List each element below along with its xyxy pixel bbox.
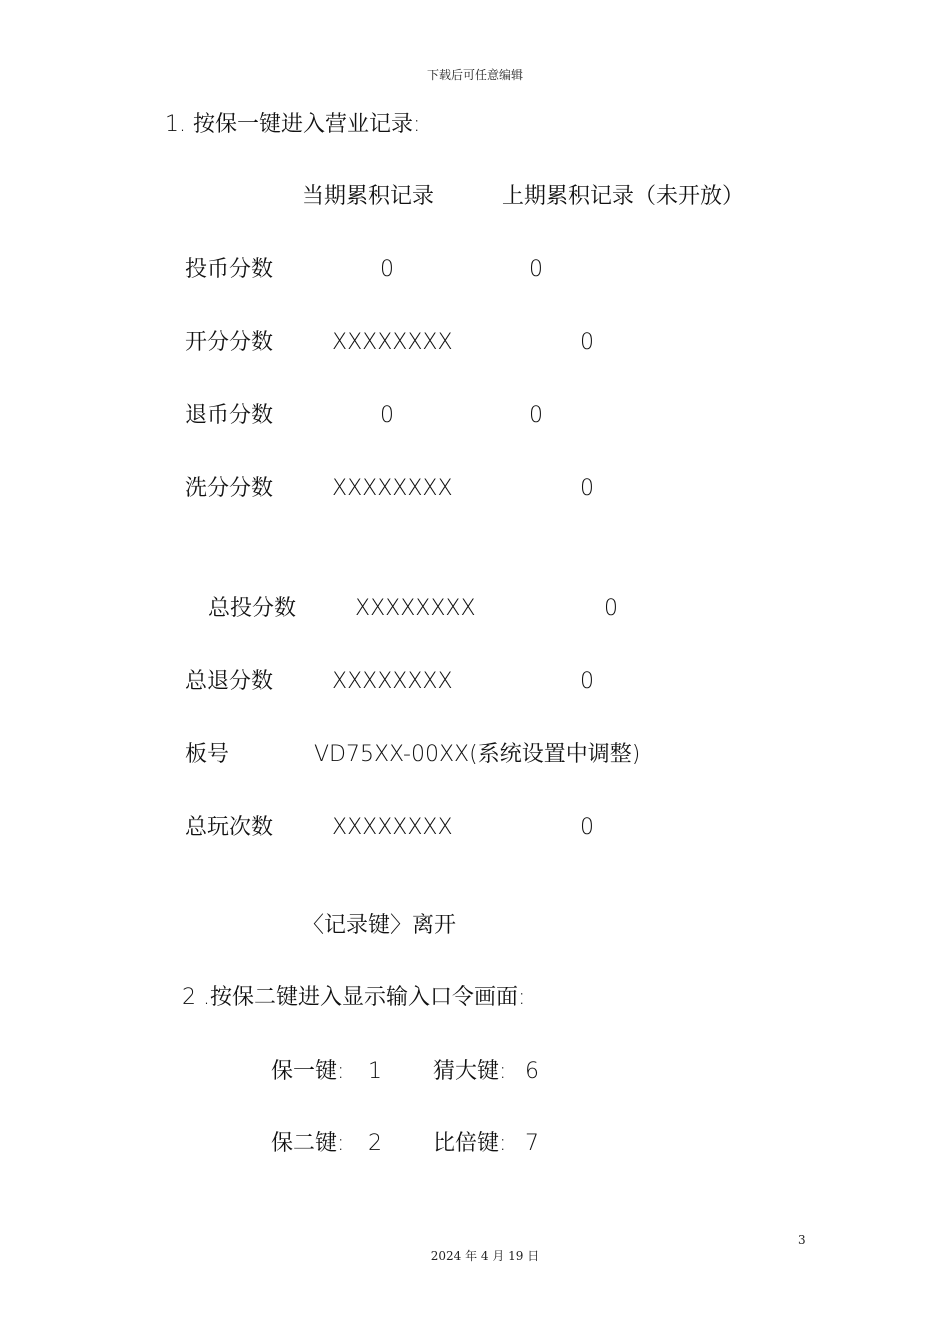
key-value: 7 — [525, 1131, 539, 1156]
row-previous-value: 0 — [604, 596, 618, 621]
row-previous-value: 0 — [529, 257, 543, 282]
key-name: 保二键: — [271, 1131, 345, 1156]
key-name: 比倍键: — [433, 1131, 507, 1156]
key-value: 6 — [525, 1059, 539, 1084]
row-current-value: 0 — [380, 257, 394, 282]
row-label: 退币分数 — [185, 403, 274, 428]
row-current-value: XXXXXXXX — [332, 669, 453, 694]
row-current-value: XXXXXXXX — [355, 596, 476, 621]
key-value: 2 — [368, 1131, 382, 1156]
board-value: VD75XX-00XX(系统设置中调整) — [314, 742, 641, 767]
row-current-value: XXXXXXXX — [332, 330, 453, 355]
row-label: 洗分分数 — [185, 476, 274, 501]
column-header-previous: 上期累积记录（未开放） — [502, 184, 745, 209]
key-value: 1 — [368, 1059, 382, 1084]
plays-previous-value: 0 — [580, 815, 594, 840]
key-name: 保一键: — [271, 1059, 345, 1084]
page-number: 3 — [798, 1233, 806, 1247]
row-previous-value: 0 — [580, 476, 594, 501]
board-label: 板号 — [185, 742, 230, 767]
page-header: 下载后可任意编辑 — [426, 68, 523, 82]
row-label: 总退分数 — [185, 669, 274, 694]
plays-label: 总玩次数 — [185, 815, 274, 840]
row-label: 投币分数 — [185, 257, 274, 282]
exit-hint: 〈记录键〉离开 — [302, 913, 457, 938]
row-current-value: XXXXXXXX — [332, 476, 453, 501]
footer-date: 2024 年 4 月 19 日 — [430, 1249, 540, 1263]
row-previous-value: 0 — [580, 330, 594, 355]
section2-heading: 2 .按保二键进入显示输入口令画面: — [182, 985, 526, 1010]
row-previous-value: 0 — [580, 669, 594, 694]
section1-heading: 1. 按保一键进入营业记录: — [165, 112, 421, 137]
row-previous-value: 0 — [529, 403, 543, 428]
column-header-current: 当期累积记录 — [302, 184, 435, 209]
row-label: 总投分数 — [208, 596, 297, 621]
key-name: 猜大键: — [433, 1059, 507, 1084]
row-current-value: 0 — [380, 403, 394, 428]
plays-current-value: XXXXXXXX — [332, 815, 453, 840]
row-label: 开分分数 — [185, 330, 274, 355]
